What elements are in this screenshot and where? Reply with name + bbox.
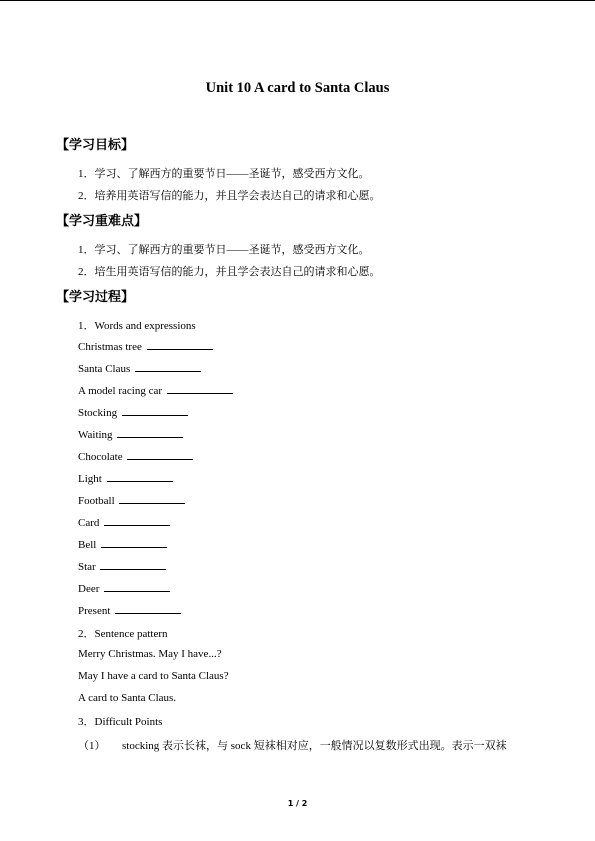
sentence-item: May I have a card to Santa Claus? [78,670,229,682]
word-label: Waiting [78,429,113,441]
difficult-point-1-label: （1） [78,740,106,752]
word-label: Bell [78,539,97,551]
answer-blank [122,406,188,416]
word-label: Deer [78,583,100,595]
word-item [78,340,213,353]
word-item [78,450,193,463]
answer-blank [104,582,170,592]
answer-blank [119,494,185,504]
word-item [78,582,170,595]
key-point-item-1: 1．学习、了解西方的重要节日——圣诞节，感受西方文化。 [78,244,370,256]
word-item [78,604,181,617]
word-label: Santa Claus [78,363,131,375]
word-label: Chocolate [78,451,123,463]
word-label: Football [78,495,115,507]
difficult-point-1-text: stocking 表示长袜，与 sock 短袜相对应，一般情况以复数形式出现。表示一双袜 [122,740,507,752]
word-label: Light [78,473,102,485]
word-item [78,560,166,573]
words-title: 1．Words and expressions [78,320,196,332]
word-item [78,494,185,507]
word-label: Christmas tree [78,341,142,353]
top-rule [0,0,595,1]
answer-blank [167,384,233,394]
word-item [78,538,167,551]
word-label: Present [78,605,111,617]
heading-process: 【学习过程】 [56,290,135,305]
sentence-item: Merry Christmas. May I have...? [78,648,222,660]
answer-blank [117,428,183,438]
answer-blank [147,340,213,350]
difficult-points-title: 3．Difficult Points [78,716,163,728]
objective-item-2: 2．培养用英语写信的能力，并且学会表达自己的请求和心愿。 [78,190,381,202]
answer-blank [127,450,193,460]
difficult-point-1 [78,737,507,753]
document-title: Unit 10 A card to Santa Claus [205,80,390,96]
word-item [78,516,170,529]
page-number: 1 / 2 [287,799,308,808]
answer-blank [100,560,166,570]
word-item [78,362,201,375]
word-label: Card [78,517,100,529]
word-item [78,472,173,485]
sentence-item: A card to Santa Claus. [78,692,177,704]
heading-objectives: 【学习目标】 [56,138,135,153]
word-item [78,384,233,397]
word-item [78,428,183,441]
answer-blank [135,362,201,372]
objective-item-1: 1．学习、了解西方的重要节日——圣诞节，感受西方文化。 [78,168,370,180]
word-label: A model racing car [78,385,162,397]
key-point-item-2: 2．培生用英语写信的能力，并且学会表达自己的请求和心愿。 [78,266,381,278]
word-label: Star [78,561,96,573]
word-item [78,406,188,419]
answer-blank [101,538,167,548]
answer-blank [104,516,170,526]
heading-key-points: 【学习重难点】 [56,214,148,229]
answer-blank [107,472,173,482]
answer-blank [115,604,181,614]
word-label: Stocking [78,407,118,419]
sentence-pattern-title: 2．Sentence pattern [78,628,168,640]
